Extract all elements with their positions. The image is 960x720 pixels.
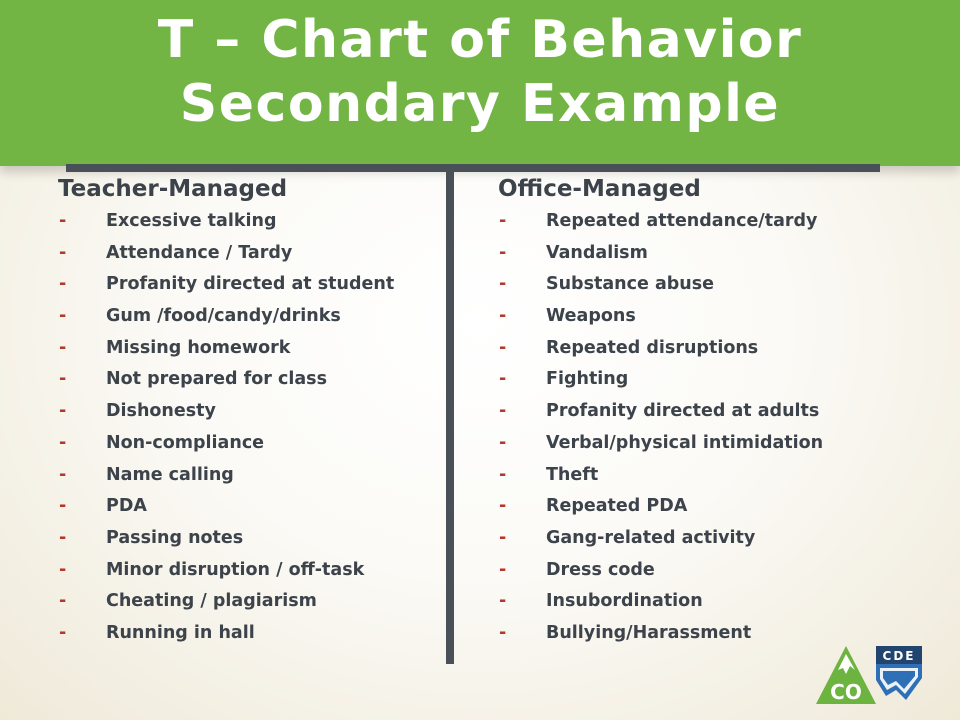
item-label: PDA xyxy=(106,496,147,517)
item-label: Cheating / plagiarism xyxy=(106,591,317,612)
bullet-dash-icon: - xyxy=(59,337,67,358)
office-managed-item xyxy=(498,396,918,428)
title-line-2: Secondary Example xyxy=(179,74,781,134)
office-managed-item xyxy=(498,491,918,523)
office-managed-item xyxy=(498,555,918,587)
teacher-managed-item xyxy=(58,586,438,618)
teacher-managed-item xyxy=(58,269,438,301)
item-label: Bullying/Harassment xyxy=(546,622,752,643)
item-label: Minor disruption / off-task xyxy=(106,559,365,580)
teacher-managed-item xyxy=(58,333,438,365)
item-label: Non-compliance xyxy=(106,432,265,453)
item-label: Vandalism xyxy=(546,242,648,263)
bullet-dash-icon: - xyxy=(499,337,507,358)
item-label: Name calling xyxy=(106,464,234,485)
colorado-cde-logo-icon xyxy=(816,644,926,708)
teacher-managed-item xyxy=(58,428,438,460)
bullet-dash-icon: - xyxy=(499,496,507,517)
office-managed-item xyxy=(498,238,918,270)
bullet-dash-icon: - xyxy=(499,242,507,263)
bullet-dash-icon: - xyxy=(59,401,67,422)
office-managed-item xyxy=(498,333,918,365)
teacher-managed-item xyxy=(58,396,438,428)
teacher-managed-list xyxy=(58,206,438,650)
item-label: Repeated disruptions xyxy=(546,337,759,358)
teacher-managed-item xyxy=(58,238,438,270)
office-managed-item xyxy=(498,301,918,333)
co-logo-text: CO xyxy=(830,680,862,704)
office-managed-item xyxy=(498,460,918,492)
office-managed-heading: Office-Managed xyxy=(498,176,701,202)
bullet-dash-icon: - xyxy=(59,559,67,580)
teacher-managed-item xyxy=(58,206,438,238)
teacher-managed-item xyxy=(58,523,438,555)
item-label: Profanity directed at adults xyxy=(546,401,820,422)
bullet-dash-icon: - xyxy=(59,591,67,612)
t-chart-horizontal-bar xyxy=(66,164,880,172)
title-line-1: T – Chart of Behavior xyxy=(157,10,803,70)
bullet-dash-icon: - xyxy=(59,496,67,517)
item-label: Substance abuse xyxy=(546,274,715,295)
bullet-dash-icon: - xyxy=(499,559,507,580)
office-managed-item xyxy=(498,523,918,555)
office-managed-list xyxy=(498,206,918,650)
bullet-dash-icon: - xyxy=(499,401,507,422)
teacher-managed-heading: Teacher-Managed xyxy=(58,176,288,202)
item-label: Missing homework xyxy=(106,337,291,358)
teacher-managed-column xyxy=(58,172,438,650)
teacher-managed-item xyxy=(58,491,438,523)
item-label: Dress code xyxy=(546,559,655,580)
bullet-dash-icon: - xyxy=(59,464,67,485)
item-label: Verbal/physical intimidation xyxy=(546,432,824,453)
bullet-dash-icon: - xyxy=(59,527,67,548)
bullet-dash-icon: - xyxy=(499,306,507,327)
bullet-dash-icon: - xyxy=(499,591,507,612)
bullet-dash-icon: - xyxy=(59,369,67,390)
teacher-managed-item xyxy=(58,460,438,492)
item-label: Running in hall xyxy=(106,622,255,643)
bullet-dash-icon: - xyxy=(499,274,507,295)
office-managed-item xyxy=(498,269,918,301)
bullet-dash-icon: - xyxy=(59,622,67,643)
item-label: Excessive talking xyxy=(106,211,277,231)
item-label: Profanity directed at student xyxy=(106,274,395,295)
bullet-dash-icon: - xyxy=(499,432,507,453)
bullet-dash-icon: - xyxy=(59,242,67,263)
item-label: Attendance / Tardy xyxy=(106,242,293,263)
item-label: Insubordination xyxy=(546,591,703,612)
bullet-dash-icon: - xyxy=(499,369,507,390)
item-label: Gum /food/candy/drinks xyxy=(106,306,341,327)
bullet-dash-icon: - xyxy=(499,211,507,231)
office-managed-column xyxy=(498,172,918,650)
office-managed-item xyxy=(498,428,918,460)
teacher-managed-item xyxy=(58,618,438,650)
bullet-dash-icon: - xyxy=(59,211,67,231)
teacher-managed-item xyxy=(58,555,438,587)
item-label: Fighting xyxy=(546,369,629,390)
office-managed-item xyxy=(498,586,918,618)
bullet-dash-icon: - xyxy=(499,622,507,643)
bullet-dash-icon: - xyxy=(59,432,67,453)
title-banner xyxy=(0,0,960,166)
item-label: Gang-related activity xyxy=(546,527,756,548)
item-label: Passing notes xyxy=(106,527,244,548)
office-managed-item xyxy=(498,206,918,238)
item-label: Repeated PDA xyxy=(546,496,688,517)
bullet-dash-icon: - xyxy=(59,306,67,327)
item-label: Weapons xyxy=(546,306,636,327)
slide-title xyxy=(0,8,960,136)
item-label: Not prepared for class xyxy=(106,369,327,390)
t-chart-vertical-bar xyxy=(446,164,454,664)
cde-logo-text: CDE xyxy=(882,649,916,663)
item-label: Repeated attendance/tardy xyxy=(546,211,818,231)
office-managed-item xyxy=(498,364,918,396)
item-label: Theft xyxy=(546,464,599,485)
bullet-dash-icon: - xyxy=(59,274,67,295)
item-label: Dishonesty xyxy=(106,401,216,422)
bullet-dash-icon: - xyxy=(499,464,507,485)
bullet-dash-icon: - xyxy=(499,527,507,548)
teacher-managed-item xyxy=(58,364,438,396)
teacher-managed-item xyxy=(58,301,438,333)
